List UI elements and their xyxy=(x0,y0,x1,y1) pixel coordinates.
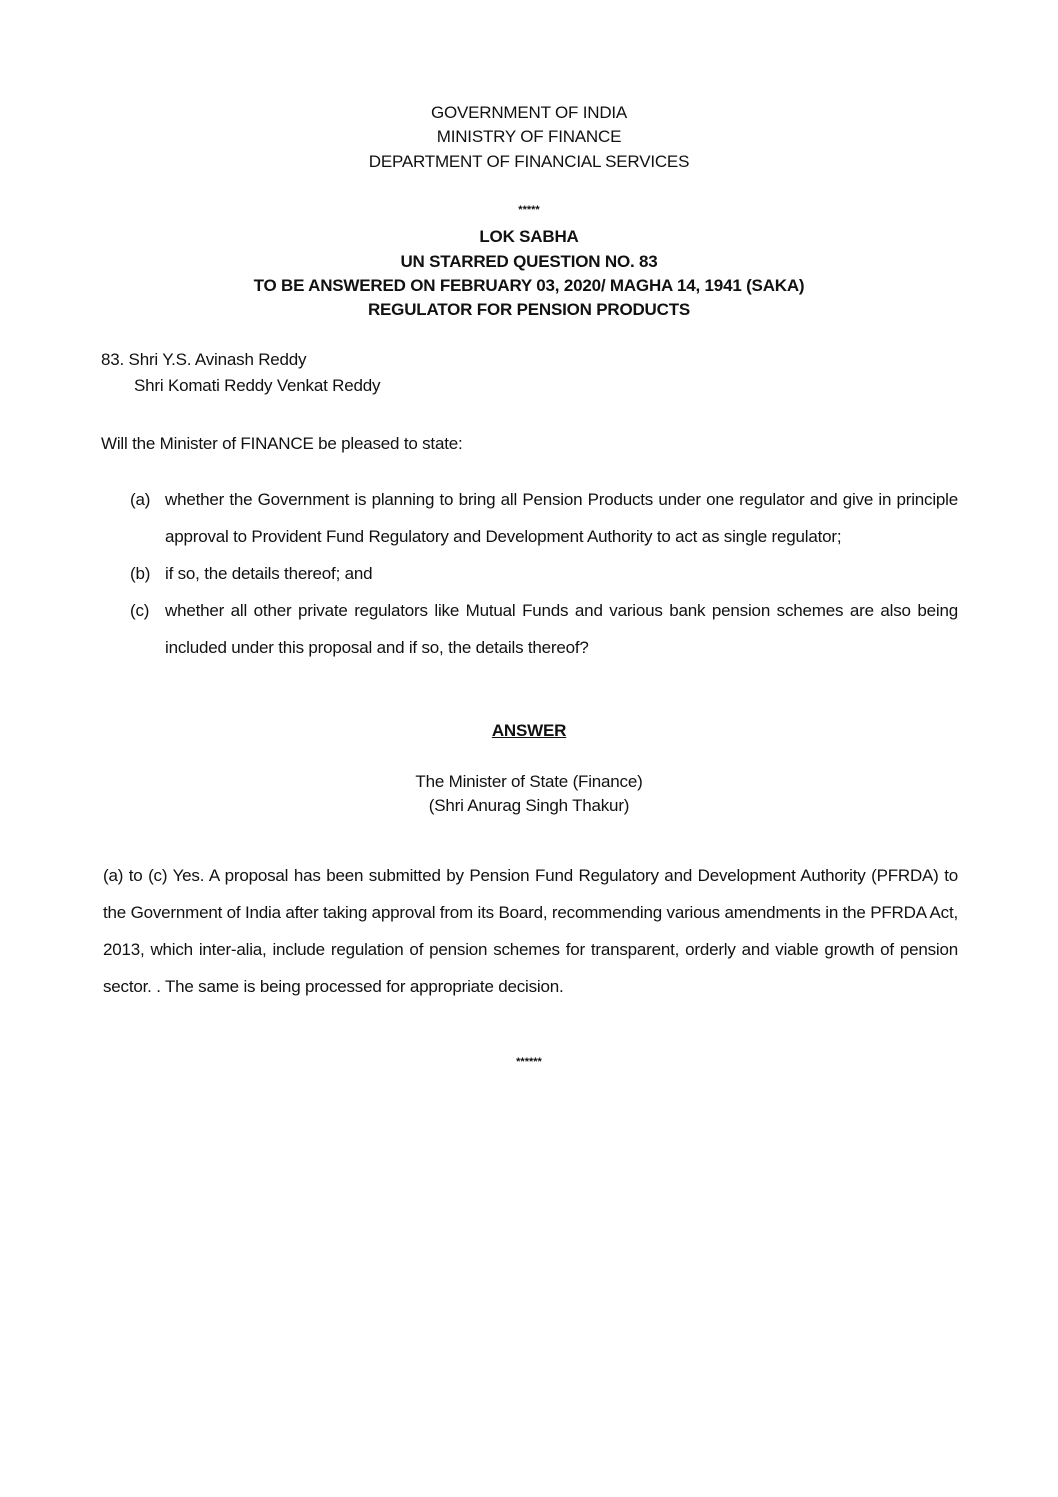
answer-heading: ANSWER xyxy=(491,721,567,740)
question-marker: (a) xyxy=(130,490,151,509)
question-item-b xyxy=(130,555,958,592)
member-second: Shri Komati Reddy Venkat Reddy xyxy=(134,376,381,395)
end-separator: ****** xyxy=(516,1056,542,1068)
question-marker: (c) xyxy=(130,601,150,620)
minister-title: The Minister of State (Finance) xyxy=(415,772,643,791)
member-first: 83. Shri Y.S. Avinash Reddy xyxy=(101,350,307,369)
header-government: GOVERNMENT OF INDIA xyxy=(430,103,628,122)
question-item-a xyxy=(130,481,958,555)
question-subject: REGULATOR FOR PENSION PRODUCTS xyxy=(367,300,691,319)
question-marker: (b) xyxy=(130,564,151,583)
answer-body: (a) to (c) Yes. A proposal has been submitted by Pension Fund Regulatory and Development Authority (PFRDA) to the Government of India after taking approval from its Board, recommending various amendments in the PFRDA Act, 2013, which inter-alia, include regulation of pension schemes for transparent, orderly and viable growth of pension sector. . The same is being processed for appropriate decision. xyxy=(103,866,958,996)
question-intro: Will the Minister of FINANCE be pleased to state: xyxy=(101,434,463,453)
house-title: LOK SABHA xyxy=(479,227,579,246)
answer-date: TO BE ANSWERED ON FEBRUARY 03, 2020/ MAGHA 14, 1941 (SAKA) xyxy=(253,276,805,295)
question-number: UN STARRED QUESTION NO. 83 xyxy=(400,252,658,271)
minister-name: (Shri Anurag Singh Thakur) xyxy=(428,796,630,815)
question-text: whether the Government is planning to bring all Pension Products under one regulator and give in principle approval to Provident Fund Regulatory and Development Authority to act as single regulator; xyxy=(165,490,958,546)
question-text: if so, the details thereof; and xyxy=(165,564,373,583)
header-department: DEPARTMENT OF FINANCIAL SERVICES xyxy=(368,152,690,171)
question-item-c xyxy=(130,592,958,666)
header-separator: ***** xyxy=(518,204,540,216)
question-text: whether all other private regulators like Mutual Funds and various bank pension schemes are also being included under this proposal and if so, the details thereof? xyxy=(165,601,958,657)
header-ministry: MINISTRY OF FINANCE xyxy=(436,127,622,146)
